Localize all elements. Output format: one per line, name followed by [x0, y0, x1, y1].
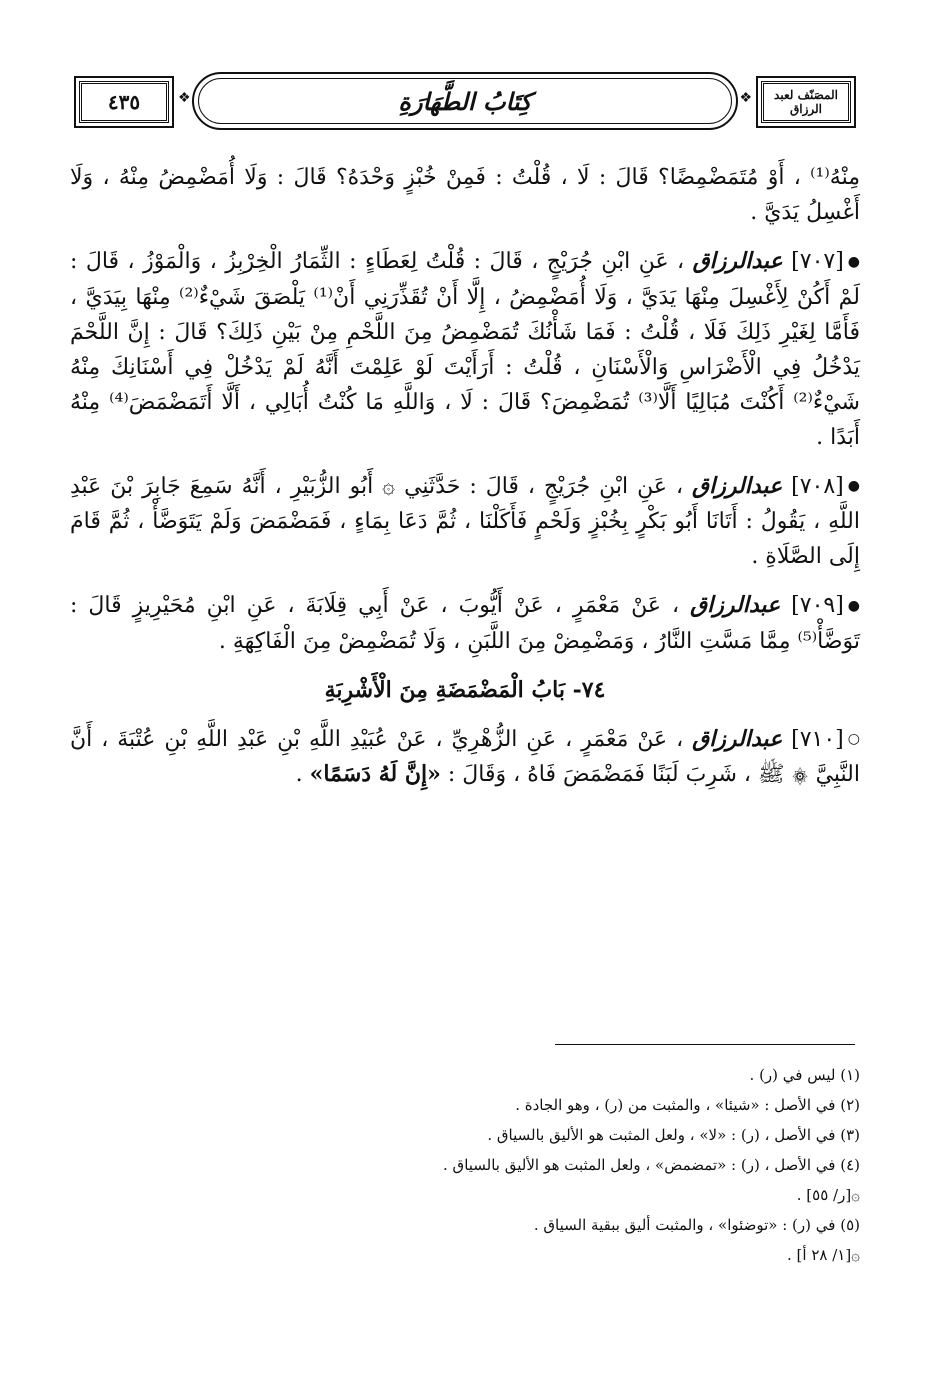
footnote-folio-ref: ۞[١/ ٢٨ أ] .: [787, 1246, 860, 1264]
narrator-name: عبدالرزاق: [690, 592, 781, 618]
hadith-709: [70, 588, 860, 659]
narrator-name: عبدالرزاق: [692, 248, 783, 274]
narrator-name: عبدالرزاق: [692, 725, 783, 752]
footnote: (٢) في الأصل : «شيئا» ، والمثبت من (ر) ، وهو الجادة .: [515, 1096, 860, 1114]
footnote-divider: [555, 1044, 855, 1045]
section-heading: ٧٤- بَابُ الْمَضْمَضَةِ مِنَ الْأَشْرِبَةِ: [324, 676, 606, 703]
paragraph-end: .: [295, 762, 303, 787]
hadith-number: [٧٠٧]: [791, 249, 844, 274]
footnote: (٤) في الأصل ، (ر) : «تمضمض» ، ولعل المثبت هو الأليق بالسياق .: [443, 1156, 860, 1174]
footnote: (٣) في الأصل ، (ر) : «لا» ، ولعل المثبت هو الأليق بالسياق .: [487, 1126, 860, 1144]
hadith-number: [٧٠٩]: [791, 593, 844, 618]
ornament-icon: ❖: [739, 90, 752, 106]
paragraph-text: ، عَنْ مَعْمَرٍ ، عَنِ الزُّهْرِيِّ ، عَنْ عُبَيْدِ اللَّهِ بْنِ عَبْدِ اللَّهِ بْنِ عُتْبَةَ ، أَنَّ النَّبِيَّ ۞ ﷺ ، شَرِبَ لَبَنًا فَمَضْمَضَ فَاهُ ، وَقَالَ :: [70, 726, 860, 787]
page-number-box: [74, 76, 174, 128]
ornament-icon: ❖: [178, 90, 191, 106]
paragraph-text: ، عَنِ ابْنِ جُرَيْجٍ ، قَالَ : قُلْتُ لِعَطَاءٍ : الثِّمَارُ الْخِرْبِزُ ، وَالْمَوْزُ ، قَالَ : لَمْ أَكُنْ لِأَغْسِلَ مِنْهَا يَدَيَّ ، وَلَا أُمَضْمِضُ ، إِلَّا أَنْ تُقَذِّرَنِي أَنْ⁽¹⁾ يَلْصَقَ شَيْءٌ⁽²⁾ مِنْهَا بِيَدَيَّ ، فَأَمَّا لِغَيْرِ ذَلِكَ فَلَا ، قُلْتُ : فَمَا شَأْنُكَ تُمَضْمِضُ مِنَ اللَّحْمِ مِنْ بَيْنِ ذَلِكَ؟ قَالَ : إِنَّ اللَّحْمَ يَدْخُلُ فِي الْأَضْرَاسِ وَالْأَسْنَانِ ، قُلْتُ : أَرَأَيْتَ لَوْ عَلِمْتَ أَنَّهُ لَمْ يَدْخُلْ فِي أَسْنَانِكَ مِنْهُ شَيْءٌ⁽²⁾ أَكُنْتَ مُبَالِيًا أَلَّا⁽³⁾ تُمَضْمِضَ؟ قَالَ : لَا ، وَاللَّهِ مَا كُنْتُ أُبَالِي ، أَلَّا أَتَمَضْمَضَ⁽⁴⁾ مِنْهُ أَبَدًا .: [70, 249, 861, 450]
prophetic-quote: «إِنَّ لَهُ دَسَمًا»: [309, 761, 441, 787]
chapter-title: كِتَابُ الطَّهَارَةِ: [398, 86, 532, 116]
hadith-707: [70, 244, 860, 455]
page-header: [74, 70, 856, 134]
chapter-title-cartouche: [192, 72, 738, 130]
hadith-710: [70, 722, 860, 793]
hadith-number: [٧١٠]: [791, 726, 844, 752]
paragraph-text: ، عَنِ ابْنِ جُرَيْجٍ ، قَالَ : حَدَّثَنِي ۞ أَبُو الزُّبَيْرِ ، أَنَّهُ سَمِعَ جَابِرَ بْنَ عَبْدِ اللَّهِ ، يَقُولُ : أَتَانَا أَبُو بَكْرٍ بِخُبْزٍ وَلَحْمٍ فَأَكَلْنَا ، ثُمَّ دَعَا بِمَاءٍ ، فَمَضْمَضَ وَلَمْ يَتَوَضَّأْ ، ثُمَّ قَامَ إِلَى الصَّلَاةِ .: [70, 473, 860, 569]
bullet-icon: ●: [847, 597, 861, 614]
page-number: ٤٣٥: [107, 90, 141, 114]
bullet-icon: ●: [847, 478, 860, 494]
book-label: المصَنّف لعبد الرزاق: [774, 88, 838, 116]
hadith-number: [٧٠٨]: [791, 473, 844, 499]
main-text: [70, 160, 860, 806]
paragraph-continuation: [70, 160, 860, 230]
paragraph-text: مِنْهُ⁽¹⁾ ، أَوْ مُتَمَضْمِضًا؟ قَالَ : لَا ، قُلْتُ : فَمِنْ خُبْزٍ وَحْدَهُ؟ قَالَ : وَلَا أُمَضْمِضُ مِنْهُ ، وَلَا أَغْسِلُ يَدَيَّ .: [70, 165, 860, 225]
footnote: (٥) في (ر) : «توضئوا» ، والمثبت أليق ببقية السياق .: [533, 1216, 860, 1234]
book-label-box: [756, 76, 856, 128]
footnote-folio-ref: ۞[ر/ ٥٥] .: [796, 1186, 860, 1204]
footnote: (١) ليس في (ر) .: [749, 1066, 860, 1084]
narrator-name: عبدالرزاق: [692, 472, 783, 499]
bullet-icon: ●: [847, 253, 861, 270]
footnotes: [300, 1060, 860, 1270]
circle-marker-icon: ○: [847, 731, 860, 747]
paragraph-text: ، عَنْ مَعْمَرٍ ، عَنْ أَيُّوبَ ، عَنْ أَبِي قِلَابَةَ ، عَنِ ابْنِ مُحَيْرِيزٍ قَالَ : تَوَضَّأْ⁽⁵⁾ مِمَّا مَسَّتِ النَّارُ ، وَمَضْمِضْ مِنَ اللَّبَنِ ، وَلَا تُمَضْمِضْ مِنَ الْفَاكِهَةِ .: [70, 593, 860, 654]
hadith-708: [70, 469, 860, 575]
